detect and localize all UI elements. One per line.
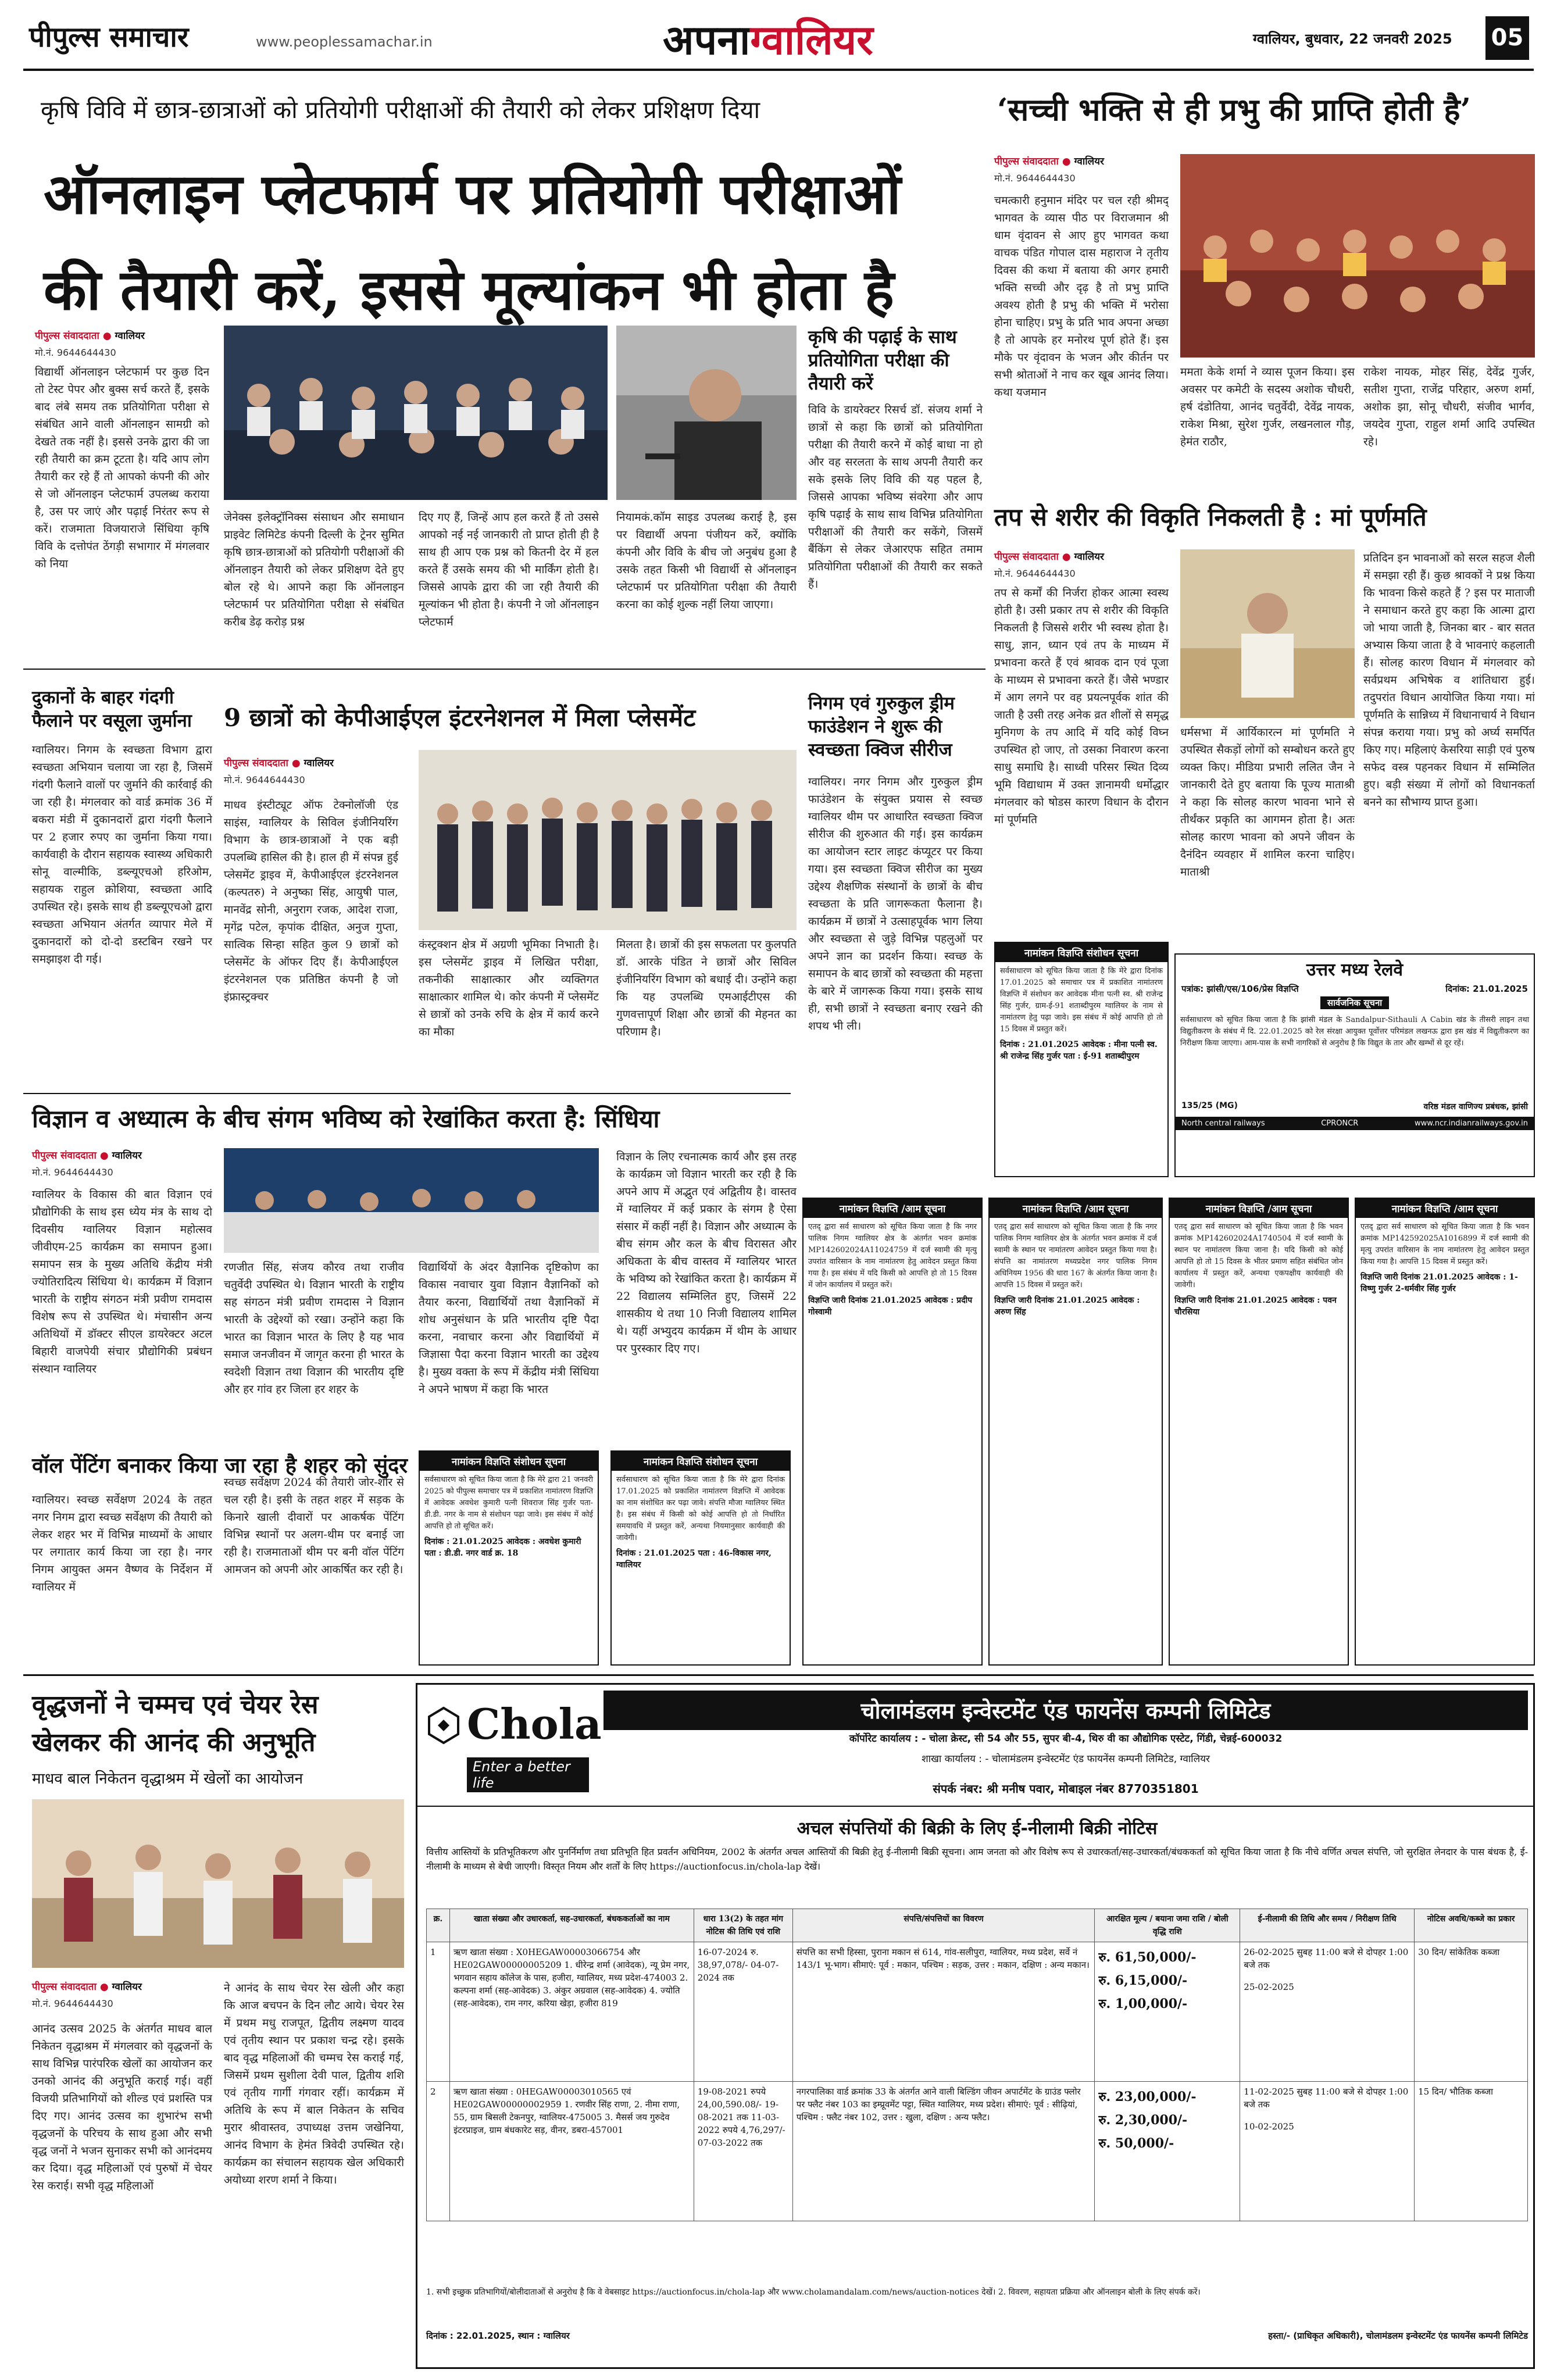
lead-mobile: मो.नं. 9644644430 — [35, 347, 116, 358]
row-2-no: 2 — [427, 2082, 450, 2221]
vigyan-col-1: ग्वालियर के विकास की बात विज्ञान एवं प्रौद्योगिकी के साथ इस ध्येय मंत्र के साथ दो दिवसीय ग्वालियर विज्ञान महोत्सव जीवीएम-25 कार्यक्रम का समापन हुआ। समापन सत्र के मुख्य अतिथि केंद्रीय मंत्री ज्योतिरादित्य सिंधिया थे। कार्यक्रम में विज्ञान भारती के राष्ट्रीय संगठन मंत्री प्रवीण रामदास विशेष रूप से उपस्थित थे। मंचासीन अन्य अतिथियों में डॉक्टर सीएल डायरेक्टर अटल बिहारी वाजपेयी संचार प्रौद्योगिकी प्रबंधन संस्थान ग्वालियर — [32, 1188, 212, 1375]
railway-sub: सार्वजनिक सूचना — [1320, 996, 1389, 1009]
auction-table-wrap — [426, 1909, 1528, 2221]
notice-3-footer: दिनांक : 21.01.2025 पता : 46-विकास नगर, ग्वालियर — [616, 1549, 772, 1570]
vigyan-byline: पीपुल्स संवाददाता ● ग्वालियर — [32, 1150, 142, 1162]
vigyan-col-2: रणजीत सिंह, संजय कौरव तथा राजीव चतुर्वेदी उपस्थित थे। विज्ञान भारती के राष्ट्रीय सह संगठन मंत्री प्रवीण रामदास ने विज्ञान भारती के उद्देश्यों को रखा। उन्होंने कहा कि भारत का विज्ञान भारत के लिए है यह भाव समाज जनजीवन में जागृत करना ही भारत के स्वदेशी विज्ञान तथा विज्ञान की भारतीय दृष्टि और हर गांव हर जिला हर शहर के — [224, 1261, 404, 1396]
row-1-period: 30 दिन/ सांकेतिक कब्जा — [1415, 1942, 1528, 2082]
row-1-account: ऋण खाता संख्या : X0HEGAW00003066754 और HE02GAW00000005209 1. धीरेन्द्र शर्मा (आवेदक), न्यू प्रेम नगर, भगवान सहाय कॉलेज के पास, हजीरा, ग्वालियर, मध्य प्रदेश-474003 2. कल्पना शर्मा (सह-आवेदक) 3. अंकुर अग्रवाल (सह-आवेदक) 4. ज्योति (सह-आवेदक), राम नगर, करिया खेड़ा, हजीरा 819 — [449, 1942, 694, 2082]
bottom-rule — [23, 1674, 1534, 1676]
chola-signatory: हस्ता/- (प्राधिकृत अधिकारी), चोलामंडलम इन्वेस्टमेंट एंड फायनेंस कम्पनी लिमिटेड — [1268, 2331, 1528, 2341]
lead-kicker: कृषि विवि में छात्र-छात्राओं को प्रतियोगी परीक्षाओं की तैयारी को लेकर प्रशिक्षण दिया — [41, 96, 760, 124]
notice-box-2 — [419, 1450, 599, 1666]
row-2-account: ऋण खाता संख्या : 0HEGAW00003010565 एवं HE02GAW00000002959 1. रणवीर सिंह राणा, 2. नीमा राणा, 55, ग्राम बिसली टेकनपुर, ग्वालियर-475005 3. मैसर्स जय गुरुदेव इंटरप्राइज, ग्राम बंधकारेट सड़, वीनर, डबरा-457001 — [449, 2082, 694, 2221]
lead-headline-1: ऑनलाइन प्लेटफार्म पर प्रतियोगी परीक्षाओं — [44, 161, 901, 227]
railway-handle[interactable]: CPRONCR — [1321, 1119, 1359, 1128]
notice-box-5 — [988, 1198, 1163, 1666]
students-photo-illustration — [224, 326, 608, 500]
vridh-col-2: ने आनंद के साथ चेयर रेस खेली और कहा कि आज बचपन के दिन लौट आये। चेयर रेस में प्रथम मधु राजपूत, द्वितीय लक्ष्मण यादव एवं तृतीय स्थान पर प्रकाश चन्द्र रहे। इसके बाद वृद्ध महिलाओं की चम्मच रेस कराई गई, जिसमें प्रथम सुशीला देवी पाल, द्वितीय शशि एवं तृतीय गार्गी गंगवार रहीं। कार्यक्रम में अतिथि के रूप में बाल निकेतन के सचिव मुरार श्रीवास्तव, उपाध्यक्ष उत्तम जखेनिया, आनंद विभाग के हेमंत त्रिवेदी उपस्थित रहे। कार्यक्रम का संचालन सहायक खेल अधिकारी अयोध्या शरण शर्मा ने किया। — [224, 1982, 404, 2186]
lead-side-title: कृषि की पढ़ाई के साथ प्रतियोगिता परीक्षा की तैयारी करें — [808, 327, 957, 394]
row-1-emd: रु. 6,15,000/- — [1098, 1973, 1188, 1988]
row2-rule — [23, 669, 985, 670]
section-title: अपनाग्वालियर — [663, 16, 873, 64]
col-header-auction: ई-नीलामी की तिथि और समय / निरीक्षण तिथि — [1240, 1909, 1415, 1942]
lead-col-4: नियामकं.कॉम साइड उपलब्ध कराई है, इस पर विद्यार्थी अपना पंजीयन करें, क्योंकि कंपनी और विवि के बीच जो अनुबंध हुआ है उसके तहत किसी भी विद्यार्थी से ऑनलाइन प्लेटफार्म पर प्रतियोगिता परीक्षा की तैयारी करना का कोई शुल्क नहीं लिया जाएगा। — [616, 511, 797, 611]
railway-notice — [1174, 953, 1535, 1177]
bhakti-byline: पीपुल्स संवाददाता ● ग्वालियर — [994, 156, 1104, 167]
tap-photo-illustration — [1180, 549, 1355, 718]
row-2-period: 15 दिन/ भौतिक कब्जा — [1415, 2082, 1528, 2221]
placement-photo-illustration — [419, 750, 797, 930]
lead-col-1: विद्यार्थी ऑनलाइन प्लेटफार्म पर कुछ दिन तो टेस्ट पेपर और बुक्स सर्च करते हैं, इसके बाद लंबे समय तक प्रतियोगिता परीक्षा से संबंधित आने वाली ऑनलाइन सामग्री को देखते तक नहीं है। इससे उनके द्वारा की जा रही तैयारी का क्रम टूटता है। यदि आप लोग तैयारी कर रहे हैं तो आपको कंपनी की ओर से जो ऑनलाइन प्लेटफार्म उपलब्ध कराया है, उस पर जाएं और पढ़ाई निरंतर रूप से करें। राजमाता विजयाराजे सिंधिया कृषि विवि के दत्तोपंत ठेंगड़ी सभागार में मंगलवार को निया — [35, 366, 209, 570]
chola-footnote: 1. सभी इच्छुक प्रतिभागियों/बोलीदाताओं से अनुरोध है कि वे वेबसाइट https://auctionfocus.in/chola-lap और www.cholamandalam.com/news/auction-notices देखें। 2. विवरण, सहायता प्रक्रिया और ऑनलाइन बोली के लिए संपर्क करें। — [426, 2288, 1201, 2297]
masthead-rule — [23, 69, 1534, 71]
website-url: www.peoplessamachar.in — [256, 34, 433, 50]
bhakti-mobile: मो.नं. 9644644430 — [994, 173, 1076, 184]
tap-headline: तप से शरीर की विकृति निकलती है : मां पूर्णमति — [994, 503, 1427, 531]
notice-6-title: नामांकन विज्ञप्ति /आम सूचना — [1170, 1199, 1348, 1218]
tap-mobile: मो.नं. 9644644430 — [994, 568, 1076, 579]
row-1-inspection: 25-02-2025 — [1244, 1982, 1294, 1992]
vigyan-photo — [224, 1148, 599, 1253]
vigyan-photo-illustration — [224, 1148, 599, 1253]
row-1-no: 1 — [427, 1942, 450, 2082]
table-row — [427, 1942, 1528, 2082]
page-number: 05 — [1485, 16, 1529, 60]
chola-logo-box — [426, 1693, 602, 1798]
col-header-demand: धारा 13(2) के तहत मांग नोटिस की तिथि एवं राशि — [694, 1909, 792, 1942]
railway-site[interactable]: www.ncr.indianrailways.gov.in — [1414, 1119, 1528, 1128]
auction-table — [426, 1909, 1528, 2221]
tap-col-2: धर्मसभा में आर्यिकारत्न मां पूर्णमति ने उपस्थित सैकड़ों लोगों को सम्बोधन करते हुए व्यक्त किए। मीडिया प्रभारी ललित जैन ने जानकारी देते हुए बताया कि पूज्य माताश्री ने कहा कि सोलह कारण भावना भाने से तीर्थंकर प्रकृति का आगमन होता है। अतः सोलह कारण भावना को अपने जीवन के दैनंदिन व्यवहार में शामिल करना चाहिए। माताश्री — [1180, 726, 1355, 878]
row-2-property: नगरपालिका वार्ड क्रमांक 33 के अंतर्गत आने वाली बिल्डिंग जीवन अपार्टमेंट के ग्राउंड फ्लोर पर फ्लैट नंबर 103 का इम्प्रूवमेंट पट्टा, स्थित ग्वालियर, मध्य प्रदेश। सीमाएं: पूर्व : सीढ़ियां, पश्चिम : फ्लैट नंबर 102, उत्तर : खुला, दक्षिण : अन्य फ्लैट। — [792, 2082, 1095, 2221]
notice-7-title: नामांकन विज्ञप्ति /आम सूचना — [1356, 1199, 1534, 1218]
row-2-demand: 19-08-2021 रुपये 24,00,590.08/- 19-08-2021 तक 11-03-2022 रुपये 4,76,297/- 07-03-2022 तक — [694, 2082, 792, 2221]
col-header-account: खाता संख्या और उधारकर्ता, सह-उधारकर्ता, बंधककर्ताओं का नाम — [449, 1909, 694, 1942]
col-header-reserve: आरक्षित मूल्य / बयाना जमा राशि / बोली वृद्धि राशि — [1095, 1909, 1240, 1942]
row-1-demand: 16-07-2024 रु. 38,97,078/- 04-07-2024 तक — [694, 1942, 792, 2082]
placement-mobile: मो.नं. 9644644430 — [224, 774, 305, 785]
lead-photo-speaker — [616, 326, 797, 500]
logo: पीपुल्स समाचार — [29, 21, 189, 53]
notice-6-footer: विज्ञप्ति जारी दिनांक 21.01.2025 आवेदक : पवन चौरसिया — [1174, 1296, 1337, 1317]
notice-4-body: एतद् द्वारा सर्व साधारण को सूचित किया जाता है कि नगर पालिक निगम ग्वालियर क्षेत्र के अंतर्गत भवन क्रमांक MP142602024A11024759 में दर्ज स्वामी की मृत्यु उपरांत वारिसान के नाम नामांतरण हेतु आवेदन प्रस्तुत किया गया है। इस संबंध में यदि किसी को आपत्ति हो तो 15 दिवस में जोन कार्यालय में प्रस्तुत करें। — [808, 1223, 977, 1289]
chola-logo-text: Chola — [467, 1699, 602, 1749]
wall-col-1: ग्वालियर। स्वच्छ सर्वेक्षण 2024 के तहत नगर निगम द्वारा स्वच्छ सर्वेक्षण की तैयारी को लेकर शहर भर में विभिन्न माध्यमों के आधार पर लगातार कार्य किया जा रहा है। नगर निगम आयुक्त अमन वैष्णव के निर्देशन में ग्वालियर में — [32, 1493, 212, 1593]
chola-notice — [416, 1683, 1535, 2369]
notice-3-title: नामांकन विज्ञप्ति संशोधन सूचना — [612, 1452, 790, 1471]
notice-box-4 — [802, 1198, 983, 1666]
notice-6-body: एतद् द्वारा सर्व साधारण को सूचित किया जाता है कि भवन क्रमांक MP142602024A1740504 में दर्ज स्वामी के स्थान पर नामांतरण किया जाना है। यदि किसी को कोई आपत्ति हो तो 15 दिवस के भीतर प्रमाण सहित संबंधित जोन कार्यालय में प्रस्तुत करें, अन्यथा एकपक्षीय कार्यवाही की जावेगी। — [1174, 1223, 1343, 1289]
wall-col-2: स्वच्छ सर्वेक्षण 2024 की तैयारी जोर-शोर से चल रही है। इसी के तहत शहर में सड़क के किनारे खाली दीवारों पर आकर्षक पेंटिंग विभिन्न स्थानों पर अलग-थीम पर बनाई जा रही है। राजमाताओं थीम पर बनी वॉल पेंटिंग आमजन को अपनी ओर आकर्षित कर रही है। — [224, 1476, 404, 1576]
railway-body: सर्वसाधारण को सूचित किया जाता है कि झांसी मंडल के Sandalpur-Sithauli A Cabin खंड के तीसरी लाइन तथा विद्युतीकरण के संबंध में दि. 22.01.2025 को रेल संरक्षा आयुक्त पूर्वोत्तर परिमंडल लखनऊ द्वारा इस खंड में विद्युतीकरण का निरीक्षण किया जाएगा। आम-पास के सभी नागरिकों से अनुरोध है कि विद्युत के तार और खम्भों से दूर रहें। — [1180, 1016, 1529, 1048]
notice-3-body: सर्वसाधारण को सूचित किया जाता है कि मेरे द्वारा दिनांक 17.01.2025 को प्रकाशित नामांतरण विज्ञप्ति में आवेदक का नाम संशोधित कर पढ़ा जावे। संपत्ति मौजा ग्वालियर स्थित है। इस संबंध में किसी को कोई आपत्ति हो तो निर्धारित समयावधि में प्रस्तुत करें, अन्यथा नियमानुसार कार्यवाही की जावेगी। — [616, 1475, 785, 1542]
chola-logo-icon — [426, 1705, 461, 1746]
lead-headline-2: की तैयारी करें, इससे मूल्यांकन भी होता है — [44, 257, 894, 323]
notice-2-footer: दिनांक : 21.01.2025 आवेदक : अवधेश कुमारी पता : डी.डी. नगर वार्ड क्र. 18 — [424, 1537, 581, 1558]
notice-4-footer: विज्ञप्ति जारी दिनांक 21.01.2025 आवेदक : प्रदीप गोस्वामी — [808, 1296, 973, 1317]
placement-col-1: माधव इंस्टीट्यूट ऑफ टेक्नोलॉजी एंड साइंस, ग्वालियर के सिविल इंजीनियरिंग विभाग के छात्र-छात्राओं ने एक बड़ी उपलब्धि हासिल की है। हाल ही में संपन्न हुई प्लेसमेंट ड्राइव में, केपीआईएल इंटरनेशनल (कल्पतरु) ने अनुष्का सिंह, आयुषी पाल, मानवेंद्र सोनी, अनुराग रजक, आदेश राजा, मृगेंद्र पटेल, कृपांक दीक्षित, अनुज गुप्ता, सात्विक सिन्हा सहित कुल 9 छात्रों को प्लेसमेंट के ऑफर दिए हैं। केपीआईएल इंटरनेशनल एक प्रतिष्ठित कंपनी है जो इंफ्रास्ट्रक्चर — [224, 799, 398, 1003]
vridh-photo — [32, 1799, 404, 1968]
placement-byline: पीपुल्स संवाददाता ● ग्वालियर — [224, 757, 334, 769]
notice-5-body: एतद् द्वारा सर्व साधारण को सूचित किया जाता है कि नगर पालिक निगम ग्वालियर क्षेत्र के अंतर्गत भवन क्रमांक में दर्ज स्वामी के स्थान पर नामांतरण आवेदन प्रस्तुत किया गया है। संपत्ति का नामांतरण मध्यप्रदेश नगर पालिक निगम अधिनियम 1956 की धारा 167 के अंतर्गत किया जाना है। आपत्ति 15 दिवस में प्रस्तुत करें। — [994, 1223, 1157, 1289]
vridh-subhead: माधव बाल निकेतन वृद्धाश्रम में खेलों का आयोजन — [32, 1770, 303, 1788]
notice-1-body: सर्वसाधारण को सूचित किया जाता है कि मेरे द्वारा दिनांक 17.01.2025 को समाचार पत्र में प्रकाशित नामांतरण विज्ञप्ति में संशोधन कर आवेदक मीना पत्नी स्व. श्री राजेन्द्र सिंह गुर्जर, ग्राम-ई-91 शताब्दीपुरम ग्वालियर के नाम से नामांतरण हेतु पढ़ा जावे। इस संबंध में कोई आपत्ति हो तो 15 दिवस में प्रस्तुत करें। — [1000, 967, 1163, 1034]
bhakti-col-2: ममता केके शर्मा ने व्यास पूजन किया। इस अवसर पर कमेटी के सदस्य अशोक चौधरी, हर्ष दंडोतिया, आनंद चतुर्वेदी, देवेंद्र नायक, राकेश मिश्रा, सुरेश गुर्जर, लखनलाल गौड़, हेमंत राठौर, — [1180, 366, 1355, 448]
table-row — [427, 2082, 1528, 2221]
notice-1-footer: दिनांक : 21.01.2025 आवेदक : मीना पत्नी स्व. श्री राजेन्द्र सिंह गुर्जर पता : ई-91 शताब्दीपुरम — [1000, 1040, 1158, 1061]
notice-5-footer: विज्ञप्ति जारी दिनांक 21.01.2025 आवेदक : अरुण सिंह — [994, 1296, 1140, 1317]
row-1-auction-cell — [1240, 1942, 1415, 2082]
tap-byline: पीपुल्स संवाददाता ● ग्वालियर — [994, 551, 1104, 563]
bhakti-photo-illustration — [1180, 154, 1535, 358]
notice-box-7 — [1355, 1198, 1535, 1666]
notice-7-footer: विज्ञप्ति जारी दिनांक 21.01.2025 आवेदक : 1-विष्णु गुर्जर 2-धर्मवीर सिंह गुर्जर — [1360, 1273, 1518, 1293]
row-2-auction-cell — [1240, 2082, 1415, 2221]
chola-company-name: चोलामंडलम इन्वेस्टमेंट एंड फायनेंस कम्पनी लिमिटेड — [603, 1691, 1528, 1730]
railway-code: 135/25 (MG) — [1181, 1101, 1238, 1110]
bhakti-col-1: चमत्कारी हनुमान मंदिर पर चल रही श्रीमद् भागवत के व्यास पीठ पर विराजमान श्री धाम वृंदावन से आए हुए भागवत कथा वाचक पंडित गोपाल दास महाराज ने तृतीय दिवस की कथा में बताया की अगर हमारी भक्ति सच्ची और दृढ़ है तो प्रभु प्राप्ति अवश्य होती है प्रभु की भक्ति में भरोसा होना चाहिए। प्रभु के प्रति भाव अपना अच्छा है तो आपके हर मनोरथ पूर्ण होते हैं। इस मौके पर वृंदावन के भजन और कीर्तन पर सभी श्रोताओं ने नाच कर खूब आनंद लिया। कथा यजमान — [994, 194, 1169, 399]
chola-intro: वित्तीय आस्तियों के प्रतिभूतिकरण और पुनर्निर्माण तथा प्रतिभूति हित प्रवर्तन अधिनियम, 2002 के अंतर्गत अचल आस्तियों की बिक्री हेतु ई-नीलामी बिक्री सूचना। आम जनता को और विशेष रूप से उधारकर्ता/सह-उधारकर्ता/बंधककर्ता को सूचित किया जाता है कि नीचे वर्णित अचल संपत्ति, जो सुरक्षित लेनदार के पास बंधक है, ई-नीलामी के माध्यम से बेची जाएगी। विस्तृत नियम और शर्तों के लिए https://auctionfocus.in/chola-lap देखें। — [426, 1846, 1528, 1872]
row-2-bid: रु. 50,000/- — [1098, 2136, 1174, 2151]
chola-notice-title: अचल संपत्तियों की बिक्री के लिए ई-नीलामी बिक्री नोटिस — [797, 1818, 1158, 1839]
vigyan-col-4: विज्ञान के लिए रचनात्मक कार्य और इस तरह के कार्यक्रम जो विज्ञान भारती कर रही है कि अपने आप में अद्भुत एवं अद्वितीय है। वास्तव में ग्वालियर में कई प्रकार के संगम है ऐसा संसार में कहीं नहीं है। विज्ञान और अध्यात्म के बीच संगम और कल के बीच विरासत और अधिकता के बीच वास्तव में ग्वालियर भारत के भविष्य को रेखांकित करता है। कार्यक्रम में 22 विद्यालय सम्मिलित हुए, जिसमें 22 शासकीय थे तथा 10 निजी विद्यालय शामिल थे। यहीं अभ्युदय कार्यक्रम में थीम के आधार पर पुरस्कार दिए गए। — [616, 1150, 797, 1355]
vridh-col-1: आनंद उत्सव 2025 के अंतर्गत माधव बाल निकेतन वृद्धाश्रम में मंगलवार को वृद्धजनों के साथ विभिन्न पारंपरिक खेलों का आयोजन कर उनको आनंद की अनुभूति कराई गई। वहीं विजयी प्रतिभागियों को शील्ड एवं प्रशस्ति पत्र दिए गए। आनंद उत्सव का शुभारंभ सभी वृद्धजनों के परिचय के साथ हुआ और सभी वृद्ध जनों ने भजन सुनाकर सभी को आनंदमय कर दिया। वृद्ध महिलाओं एवं पुरुषों में चेयर रेस कराई। सभी वृद्ध महिलाओं — [32, 2022, 212, 2192]
tap-col-3: प्रतिदिन इन भावनाओं को सरल सहज शैली में समझा रही हैं। कुछ श्रावकों ने प्रश्न किया कि भावना किसे कहते हैं ? इस पर माताजी ने समाधान करते हुए कहा कि आत्मा द्वारा जो भाया जाती है, जिनका बार - बार सतत अभ्यास किया जाता है वे भावनाएं कहलाती हैं। सोलह कारण विधान में मंगलवार को सर्वप्रथम अभिषेक व शांतिधारा हुई। तदुपरांत विधान आयोजित किया गया। मां पूर्णमति के सान्निध्य में विधानाचार्य ने विधान संपन्न कराया गया। प्रभु को अर्घ्य समर्पित किए गए। महिलाएं केसरिया साड़ी एवं पुरुष सफेद वस्त्र पहनकर विधान में सम्मिलित हुए। बड़ी संख्या में लोगों को विधानकर्ता बनने का सौभाग्य प्राप्त हुआ। — [1363, 552, 1535, 809]
vridh-photo-illustration — [32, 1799, 404, 1968]
bhakti-headline: ‘सच्ची भक्ति से ही प्रभु की प्राप्ति होती है’ — [997, 92, 1471, 128]
row-2-emd: रु. 2,30,000/- — [1098, 2113, 1188, 2128]
chola-contact: संपर्क नंबर: श्री मनीष पवार, मोबाइल नंबर 8770351801 — [933, 1782, 1199, 1796]
dukan-text: ग्वालियर। निगम के स्वच्छता विभाग द्वारा स्वच्छता अभियान चलाया जा रहा है, जिसमें गंदगी फैलाने वालों पर जुर्माने की कार्रवाई की जा रही है। मंगलवार को वार्ड क्रमांक 36 में बकरा मंडी में दुकानदारों द्वारा गंदगी फैलाने पर 2 हजार रुपए का जुर्माना किया गया। कार्यवाही के दौरान सहायक स्वास्थ्य अधिकारी सोनू वाल्मीकि, डब्ल्यूएचओ हरिओम, सहायक राहुल क्रोशिया, स्वच्छता आदि उपस्थित रहे। इसके साथ ही डब्ल्यूएचओ द्वारा स्वच्छता अभियान अंतर्गत व्यापार मेले में दुकानदारों को दो-दो डस्टबिन रखने पर समझाइश दी गई। — [32, 744, 212, 966]
dukan-headline: दुकानों के बाहर गंदगी फैलाने पर वसूला जुर्माना — [32, 687, 192, 731]
row-1-bid: रु. 1,00,000/- — [1098, 1996, 1188, 2011]
vridh-mobile: मो.नं. 9644644430 — [32, 1998, 113, 2009]
railway-date: दिनांक: 21.01.2025 — [1445, 984, 1528, 994]
col-header-no: क्र. — [427, 1909, 450, 1942]
vridh-headline-2: खेलकर की आनंद की अनुभूति — [32, 1728, 316, 1757]
lead-side-text: विवि के डायरेक्टर रिसर्च डॉ. संजय शर्मा ने छात्रों से कहा कि छात्रों को प्रतियोगिता परीक्षा की तैयारी करने में कोई बाधा ना हो और वह सरलता के साथ अपनी तैयारी कर सके इसके लिए विवि की यह पहल है, जिससे आपका भविष्य संवरेगा और आप कृषि पढ़ाई के साथ साथ विभिन्न प्रतियोगिता परीक्षाओं की तैयारी कर सकेंगे, जिसमें बैंकिंग से लेकर जेआरएफ सहित तमाम प्रतियोगिता परीक्षाओं की तैयारी कर सकते हैं। — [808, 403, 983, 591]
notice-5-title: नामांकन विज्ञप्ति /आम सूचना — [990, 1199, 1162, 1218]
chola-header — [417, 1685, 1535, 1807]
row-1-reserve: रु. 61,50,000/- — [1098, 1950, 1197, 1965]
nigam-headline: निगम एवं गुरुकुल ड्रीम फाउंडेशन ने शुरू की स्वच्छता क्विज सीरीज — [808, 693, 955, 760]
notice-box-3 — [610, 1450, 791, 1666]
railway-signatory: वरिष्ठ मंडल वाणिज्य प्रबंधक, झांसी — [1423, 1102, 1528, 1112]
vigyan-mobile: मो.नं. 9644644430 — [32, 1167, 113, 1178]
bhakti-photo — [1180, 154, 1535, 358]
row-2-reserve-cell — [1095, 2082, 1240, 2221]
row-1-reserve-cell — [1095, 1942, 1240, 2082]
notice-2-title: नामांकन विज्ञप्ति संशोधन सूचना — [420, 1452, 598, 1471]
speaker-photo-illustration — [616, 326, 797, 500]
notice-2-body: सर्वसाधारण को सूचित किया जाता है कि मेरे द्वारा 21 जनवरी 2025 को पीपुल्स समाचार पत्र में प्रकाशित नामांतरण विज्ञप्ति में आवेदक अवधेश कुमारी पत्नी शिवराज सिंह गुर्जर पता-डी.डी. नगर के नाम से संशोधन पढ़ा जावे। इस संबंध में कोई आपत्ति हो तो सूचित करें। — [424, 1475, 593, 1531]
placement-photo — [419, 750, 797, 930]
auction-table-header — [427, 1909, 1528, 1942]
chola-tagline: Enter a better life — [467, 1757, 589, 1792]
railway-title: उत्तर मध्य रेलवे — [1176, 955, 1534, 983]
lead-col-2: जेनेक्स इलेक्ट्रॉनिक्स संसाधन और समाधान प्राइवेट लिमिटेड कंपनी दिल्ली के ट्रेनर सुमित कृषि छात्र-छात्राओं को प्रतियोगी परीक्षाओं की ऑनलाइन तैयारी को लेकर प्रशिक्षण देते हुए बोल रहे थे। आपने कहा कि ऑनलाइन प्लेटफार्म पर प्रतियोगिता परीक्षा से संबंधित करीब डेढ़ करोड़ प्रश्न — [224, 511, 404, 628]
vridh-byline: पीपुल्स संवाददाता ● ग्वालियर — [32, 1981, 142, 1993]
vigyan-col-3: विद्यार्थियों के अंदर वैज्ञानिक दृष्टिकोण का विकास नवाचार युवा विज्ञान वैज्ञानिकों को तैयार करना, विद्यार्थियों तथा वैज्ञानिकों में शोध अनुसंधान के प्रति भारतीय दृष्टि पैदा करना, नवाचार करना और विद्यार्थियों में जिज्ञासा पैदा करना विज्ञान भारती का उद्देश्य है। मुख्य वक्ता के रूप में केंद्रीय मंत्री सिंधिया ने अपने भाषण में कहा कि भारत — [419, 1261, 599, 1396]
notice-1-title: नामांकन विज्ञप्ति संशोधन सूचना — [995, 943, 1167, 962]
row-2-auction: 11-02-2025 सुबह 11:00 बजे से दोपहर 1:00 बजे तक — [1244, 2086, 1409, 2110]
nigam-text: ग्वालियर। नगर निगम और गुरुकुल ड्रीम फाउंडेशन के संयुक्त प्रयास से स्वच्छ ग्वालियर थीम पर आधारित स्वच्छता क्विज सीरीज की शुरुआत की गई। इस कार्यक्रम का आयोजन स्टार लाइट कंप्यूटर पर किया गया। इस स्वच्छता क्विज सीरीज का मुख्य उद्देश्य शैक्षणिक संस्थानों के छात्रों के बीच स्वच्छता के प्रति जागरूकता फैलाना है। कार्यक्रम में छात्रों ने उत्साहपूर्वक भाग लिया और स्वच्छता से जुड़े विभिन्न पहलुओं पर अपने ज्ञान का प्रदर्शन किया। स्वच्छ के समापन के बाद छात्रों को स्वच्छता की महत्ता के बारे में जागरूक किया गया। इसके साथ ही, सभी छात्रों ने स्वच्छता बनाए रखने की शपथ भी ली। — [808, 776, 983, 1032]
bhakti-col-3: राकेश नायक, मोहर सिंह, देवेंद्र गुर्जर, सतीश गुप्ता, राजेंद्र परिहार, अरुण शर्मा, अशोक झा, सोनू चौधरी, संजीव भार्गव, जयदेव गुप्ता, राहुल शर्मा आदि उपस्थित रहे। — [1363, 366, 1535, 448]
vigyan-rule — [23, 1093, 791, 1094]
notice-box-6 — [1169, 1198, 1349, 1666]
railway-social[interactable]: North central railways — [1181, 1119, 1265, 1128]
placement-col-3: मिलता है। छात्रों की इस सफलता पर कुलपति डॉ. आरके पंडित ने छात्रों और सिविल इंजीनियरिंग विभाग को बधाई दी। उन्होंने कहा कि यह उपलब्धि एमआईटीएस की गुणवत्तापूर्ण शिक्षा और छात्रों की मेहनत का परिणाम है। — [616, 938, 797, 1038]
wall-headline: वॉल पेंटिंग बनाकर किया जा रहा है शहर को सुंदर — [32, 1453, 408, 1478]
railway-ref: पत्रांक: झांसी/एस/106/प्रेस विज्ञप्ति — [1181, 984, 1299, 994]
col-header-period: नोटिस अवधि/कब्जे का प्रकार — [1415, 1909, 1528, 1942]
placement-col-2: कंस्ट्रक्शन क्षेत्र में अग्रणी भूमिका निभाती है। इस प्लेसमेंट ड्राइव में लिखित परीक्षा, तकनीकी साक्षात्कार और व्यक्तिगत साक्षात्कार शामिल थे। कोर कंपनी में प्लेसमेंट से छात्रों को उनके रुचि के क्षेत्र में कार्य करने का मौका — [419, 938, 599, 1038]
row-2-reserve: रु. 23,00,000/- — [1098, 2089, 1197, 2104]
col-header-property: संपत्ति/संपत्तियों का विवरण — [792, 1909, 1095, 1942]
dateline: ग्वालियर, बुधवार, 22 जनवरी 2025 — [1253, 31, 1452, 47]
vigyan-headline: विज्ञान व अध्यात्म के बीच संगम भविष्य को रेखांकित करता है: सिंधिया — [32, 1105, 660, 1133]
tap-photo — [1180, 549, 1355, 718]
chola-address-1: कॉर्पोरेट कार्यालय : - चोला क्रेस्ट, सी 54 और 55, सुपर बी-4, थिरु वी का औद्योगिक एस्टेट, गिंडी, चेन्नई-600032 — [849, 1733, 1283, 1745]
lead-photo-students — [224, 326, 608, 500]
chola-sign-date: दिनांक : 22.01.2025, स्थान : ग्वालियर — [426, 2331, 570, 2341]
notice-4-title: नामांकन विज्ञप्ति /आम सूचना — [804, 1199, 981, 1218]
row-1-property: संपत्ति का सभी हिस्सा, पुराना मकान सं 614, गांव-सलीपुरा, ग्वालियर, मध्य प्रदेश, सर्वे नं 143/1 भू-भाग। सीमाएं: पूर्व : मकान, पश्चिम : सड़क, उत्तर : मकान, दक्षिण : अन्य मकान। — [792, 1942, 1095, 2082]
masthead — [0, 0, 1557, 64]
lead-byline: पीपुल्स संवाददाता ● ग्वालियर — [35, 330, 145, 342]
placement-headline: 9 छात्रों को केपीआईएल इंटरनेशनल में मिला प्लेसमेंट — [224, 703, 696, 732]
row-2-inspection: 10-02-2025 — [1244, 2121, 1294, 2132]
tap-col-1: तप से कर्मों की निर्जरा होकर आत्मा स्वस्थ होती है। उसी प्रकार तप से शरीर की विकृति निकलती है जिससे शरीर भी स्वस्थ होता है। साधु, ज्ञान, ध्यान एवं तप के माध्यम में प्रभावना करते हैं एवं श्रावक दान एवं पूजा के माध्यम से प्रभावना करते हैं। जैसे भण्डार में आग लगने पर वह प्रयत्नपूर्वक शांत की जाती है उसी तरह अनेक व्रत शीलों से समृद्ध मुनिगण के तप आदि में यदि कोई विघ्न उपस्थित हो जाए, तो उसका निवारण करना साधु समाधि है। साध्वी परिसर स्थित दिव्य भूमि विद्याधाम में उक्त ज्ञानामयी धर्मोद्धार मंगलवार को षोडस कारण विधान के दौरान मां पूर्णमति — [994, 587, 1169, 826]
lead-col-3: दिए गए हैं, जिन्हें आप हल करते हैं तो उससे आपको नई नई जानकारी तो प्राप्त होती ही है साथ ही आप एक प्रश्न को कितनी देर में हल करते हैं उसके समय की भी मार्किंग होती है। जिससे आपके द्वारा की जा रही तैयारी की मूल्यांकन भी होता है। कंपनी ने जो ऑनलाइन प्लेटफार्म — [419, 511, 599, 628]
vridh-headline-1: वृद्धजनों ने चम्मच एवं चेयर रेस — [32, 1690, 319, 1720]
notice-7-body: एतद् द्वारा सर्व साधारण को सूचित किया जाता है कि भवन क्रमांक MP142592025A1016899 में दर्ज स्वामी की मृत्यु उपरांत वारिसान के नाम नामांतरण हेतु आवेदन प्रस्तुत किया गया है। आपत्ति 15 दिवस में प्रस्तुत करें। — [1360, 1223, 1529, 1266]
row-1-auction: 26-02-2025 सुबह 11:00 बजे से दोपहर 1:00 बजे तक — [1244, 1947, 1409, 1970]
chola-address-2: शाखा कार्यालय : - चोलामंडलम इन्वेस्टमेंट एंड फायनेंस कम्पनी लिमिटेड, ग्वालियर — [922, 1753, 1210, 1765]
notice-box-1 — [994, 942, 1169, 1177]
